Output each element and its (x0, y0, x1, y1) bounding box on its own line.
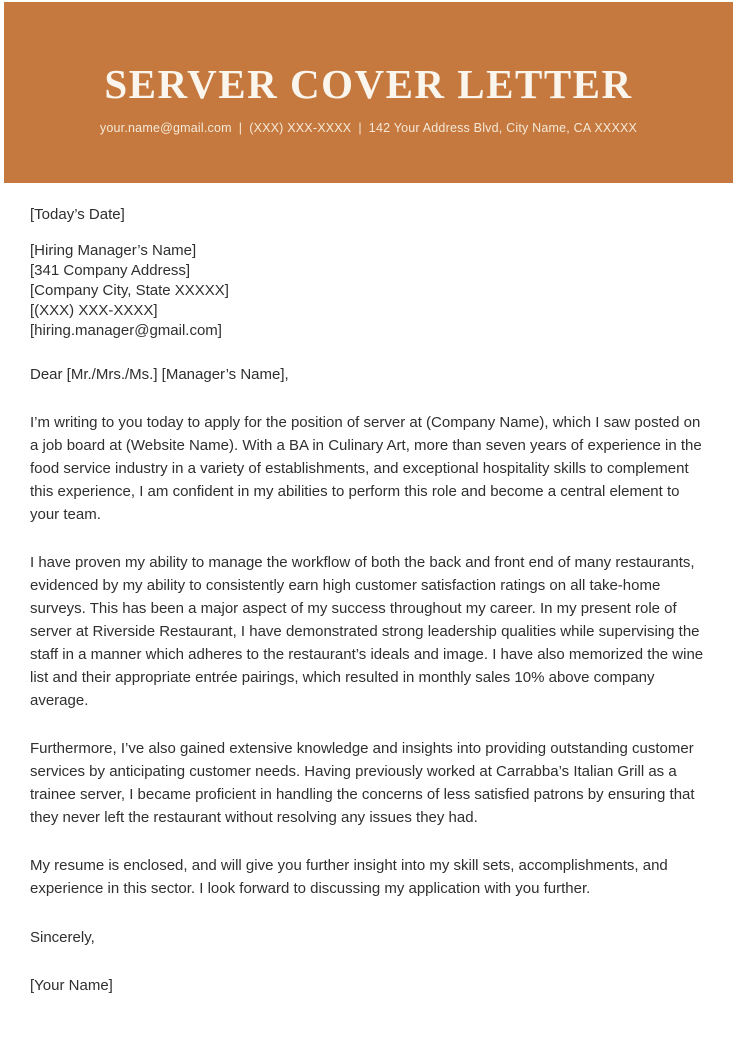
paragraph-experience: I have proven my ability to manage the workflow of both the back and front end of many restaurants, evidenced by my ability to consistently earn high customer satisfaction ratings on all take-home surveys. This has been a major aspect of my success throughout my career. In my present role of server at Riverside Restaurant, I have demonstrated strong leadership qualities while supervising the staff in a manner which adheres to the restaurant’s ideals and image. I have also memorized the wine list and their appropriate entrée pairings, which resulted in monthly sales 10% above company average. (30, 554, 704, 709)
header-band (4, 2, 733, 183)
letter-date: [Today’s Date] (30, 206, 125, 223)
contact-separator: | (238, 121, 243, 135)
recipient-phone: [(XXX) XXX-XXXX] (30, 302, 158, 319)
paragraph-customer-service: Furthermore, I’ve also gained extensive knowledge and insights into providing outstanding customer services by anticipating customer needs. Having previously worked at Carrabba’s Italian Grill as a trainee server, I became proficient in handling the concerns of less satisfied patrons by ensuring that they never left the restaurant without resolving any issues they had. (30, 740, 695, 826)
recipient-name: [Hiring Manager’s Name] (30, 242, 197, 259)
recipient-email: [hiring.manager@gmail.com] (30, 322, 222, 339)
recipient-address: [341 Company Address] (30, 262, 191, 279)
contact-address: 142 Your Address Blvd, City Name, CA XXXXX (368, 121, 638, 135)
signature-name: [Your Name] (30, 977, 113, 994)
page-title: SERVER COVER LETTER (104, 61, 633, 107)
contact-separator: | (358, 121, 362, 135)
contact-phone: (XXX) XXX-XXXX (249, 121, 352, 135)
paragraph-resume-note: My resume is enclosed, and will give you further insight into my skill sets, accomplishments, and experience in this sector. I look forward to discussing my application with you further. (30, 857, 668, 897)
salutation: Dear [Mr./Mrs./Ms.] [Manager’s Name], (30, 366, 289, 383)
letter-body (0, 183, 736, 997)
recipient-city-state: [Company City, State XXXXX] (30, 282, 229, 299)
contact-email: your.name@gmail.com (99, 121, 232, 135)
recipient-block (30, 241, 708, 341)
contact-info-line (100, 120, 637, 136)
paragraph-introduction: I’m writing to you today to apply for the position of server at (Company Name), which I saw posted on a job board at (Website Name). With a BA in Culinary Art, more than seven years of experience in the food service industry in a variety of establishments, and exceptional hospitality skills to complement this experience, I am confident in my abilities to perform this role and become a central element to your team. (30, 414, 702, 523)
closing: Sincerely, (30, 929, 95, 946)
